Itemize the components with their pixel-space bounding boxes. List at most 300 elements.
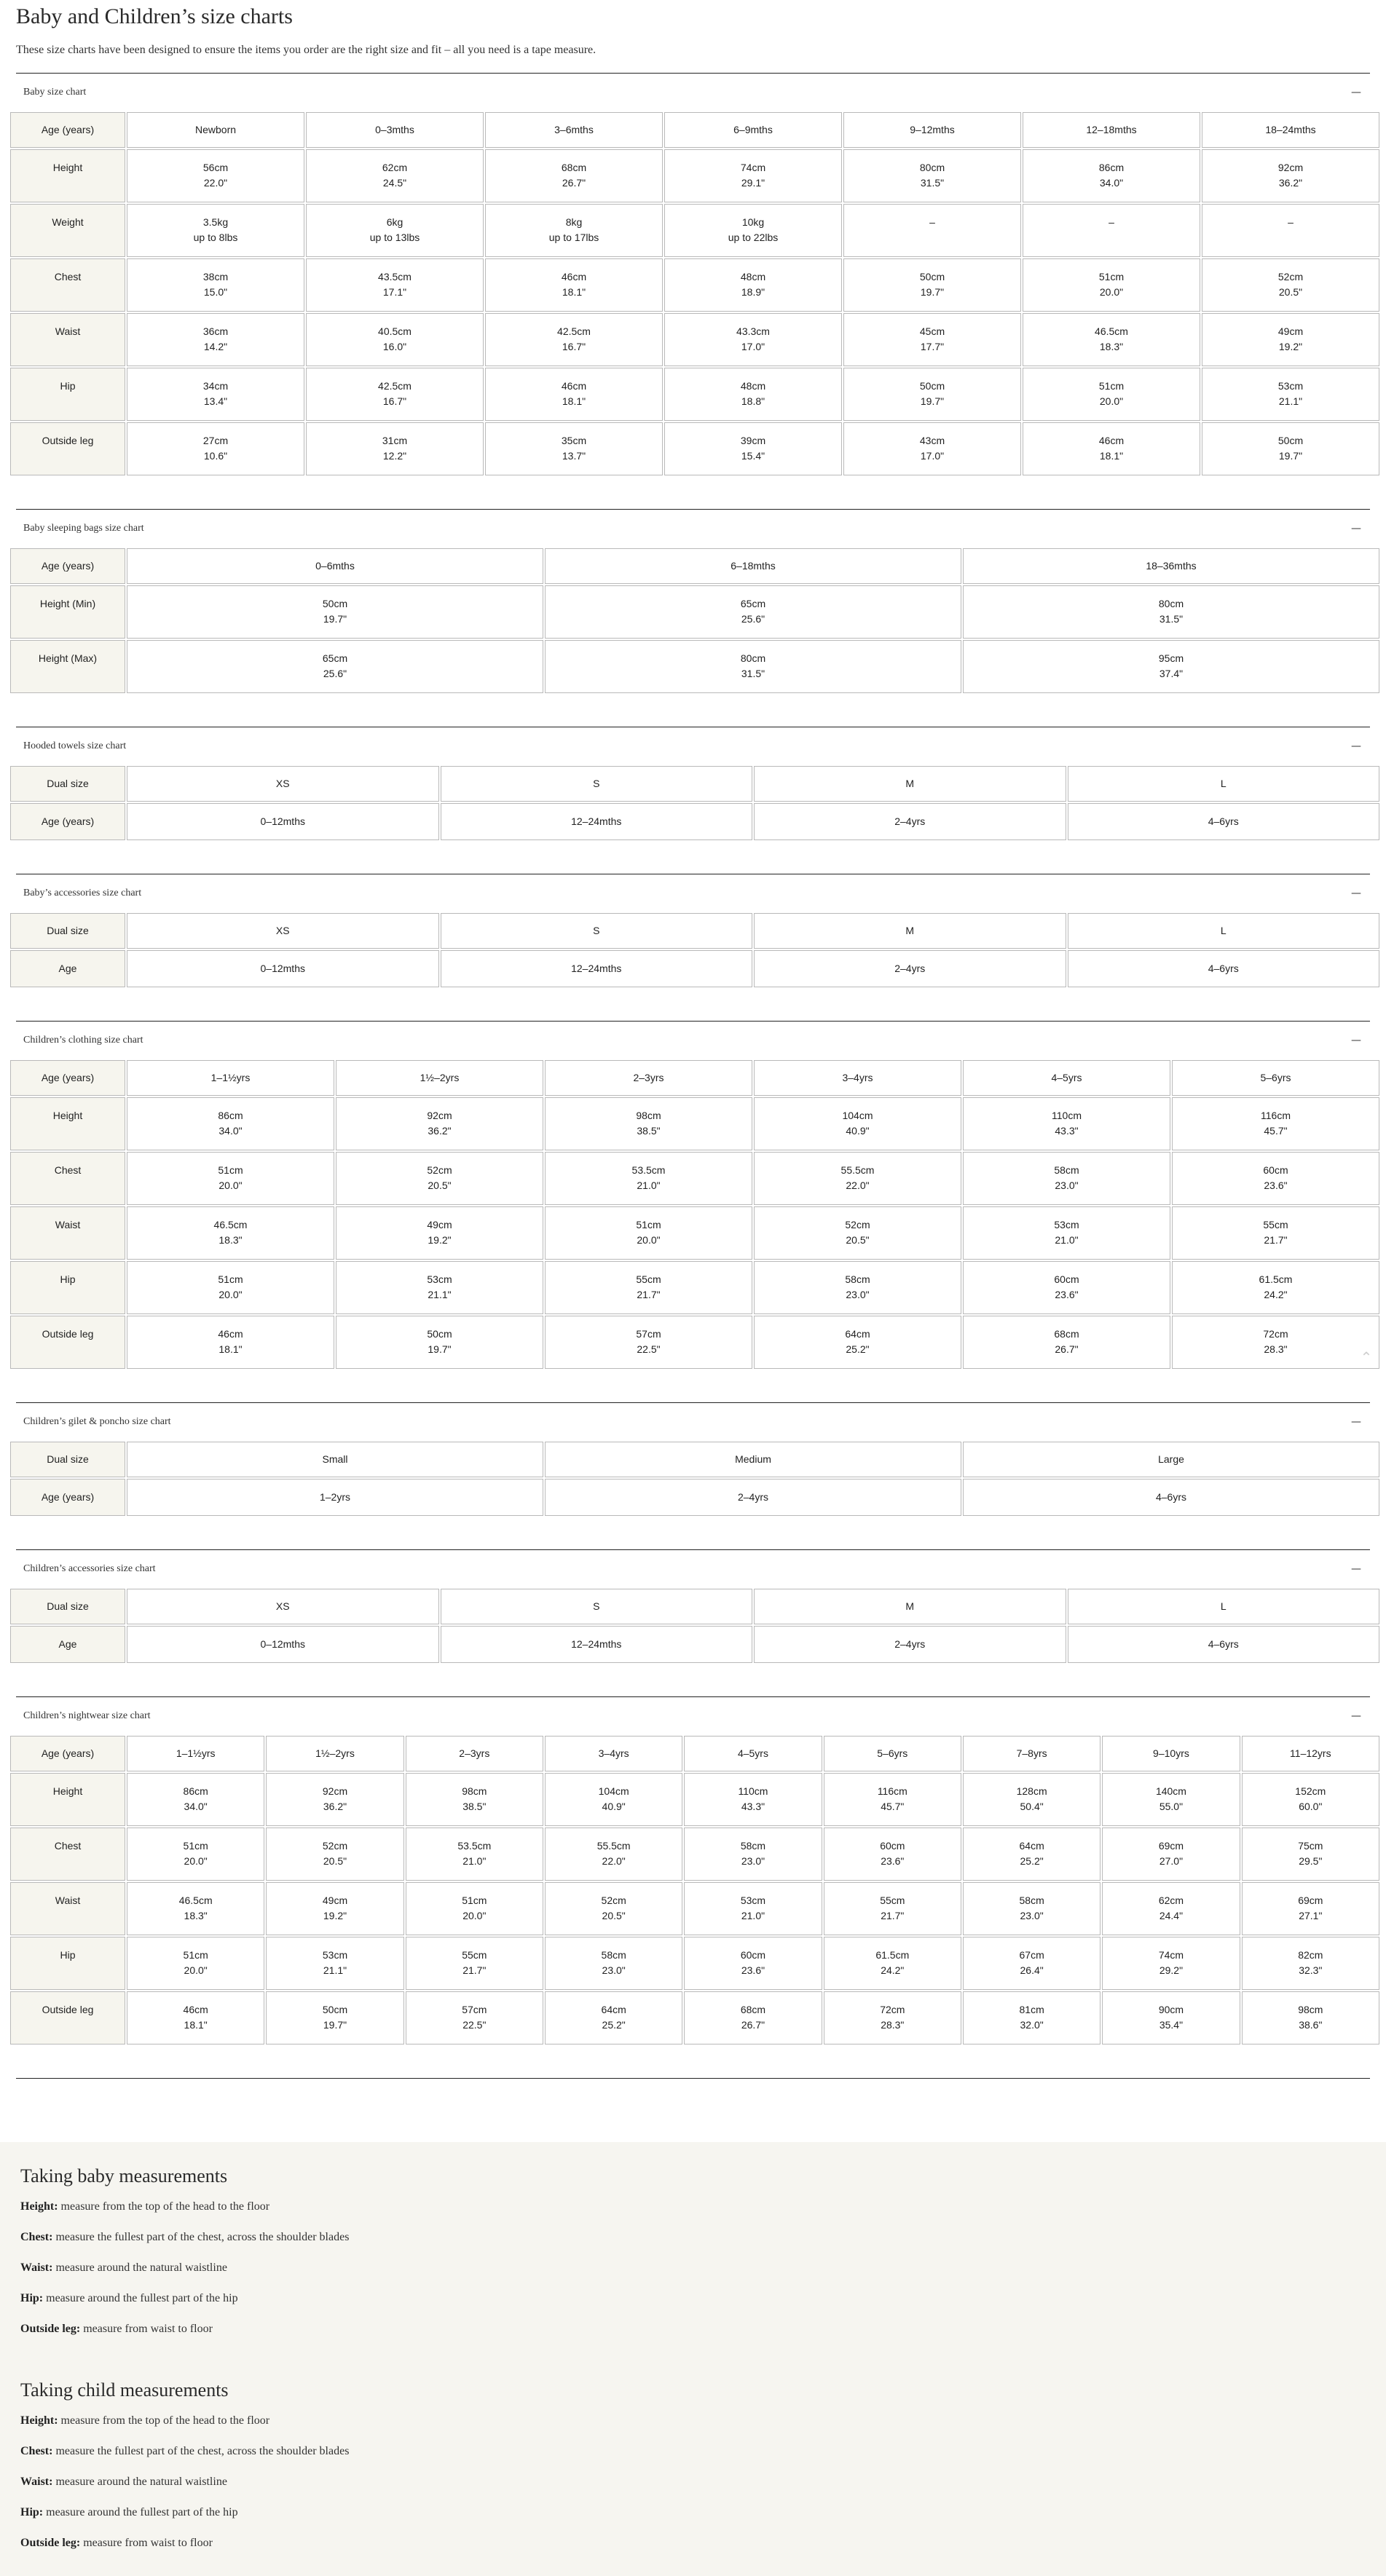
table-cell <box>754 1097 961 1150</box>
cell-value-metric: 53cm <box>322 1949 348 1961</box>
cell-value-metric: 110cm <box>738 1785 768 1797</box>
row-label: Dual size <box>10 1442 125 1477</box>
cell-value-metric: 51cm <box>636 1219 661 1230</box>
cell-value-metric: 92cm <box>322 1785 348 1797</box>
column-header: 2–3yrs <box>545 1060 752 1096</box>
table-cell <box>664 258 842 312</box>
row-label: Age (years) <box>10 803 125 840</box>
size-table <box>9 1059 1381 1370</box>
cell-value-metric: 52cm <box>845 1219 870 1230</box>
row-label: Age (years) <box>10 548 125 584</box>
cell-value-imperial: 20.0" <box>637 1234 661 1246</box>
cell-value-imperial: 24.4" <box>1159 1910 1184 1921</box>
cell-value-metric: 81cm <box>1019 2004 1044 2015</box>
table-cell <box>545 1773 682 1826</box>
section-header-nightwear[interactable] <box>16 1696 1370 1734</box>
table-cell: 0–12mths <box>127 1626 439 1663</box>
table-cell <box>1023 422 1200 475</box>
cell-value-metric: 90cm <box>1158 2004 1184 2015</box>
cell-value-metric: 55.5cm <box>596 1840 631 1852</box>
cell-value-metric: 55.5cm <box>840 1164 875 1176</box>
column-header: 0–3mths <box>306 112 484 148</box>
cell-value-metric: 52cm <box>601 1895 626 1906</box>
cell-value-imperial: 35.4" <box>1159 2019 1184 2031</box>
row-label: Dual size <box>10 913 125 949</box>
cell-value-imperial: 19.7" <box>920 286 945 298</box>
section-title: Baby sleeping bags size chart <box>23 522 144 534</box>
cell-value-imperial: 17.1" <box>382 286 407 298</box>
cell-value-metric: 45cm <box>919 325 945 337</box>
measurement-guide <box>0 2142 1386 2576</box>
cell-value-imperial: 21.7" <box>1264 1234 1288 1246</box>
table-header-row <box>10 1060 1379 1096</box>
cell-value-imperial: 19.7" <box>323 613 347 625</box>
section-hooded-towels <box>16 727 1370 874</box>
cell-value-metric: 74cm <box>1158 1949 1184 1961</box>
measurement-description: measure from the top of the head to the floor <box>58 2414 270 2427</box>
table-cell <box>127 204 304 257</box>
cell-value-imperial: 22.0" <box>846 1180 870 1191</box>
table-cell <box>127 149 304 202</box>
table-cell <box>1102 1882 1240 1935</box>
cell-value-metric: 86cm <box>183 1785 208 1797</box>
cell-value-imperial: 21.1" <box>1278 395 1303 407</box>
intro-text: These size charts have been designed to ensure the items you order are the right size and fit – all you need is a tape measure. <box>16 44 596 56</box>
table-cell <box>963 1773 1100 1826</box>
row-label: Waist <box>10 1882 125 1935</box>
measurement-item <box>20 2497 1366 2528</box>
cell-value-imperial: 38.6" <box>1299 2019 1323 2031</box>
collapse-icon[interactable]: — <box>1351 86 1361 98</box>
table-cell <box>127 258 304 312</box>
chevron-up-icon[interactable]: ⌃ <box>1360 1348 1373 1366</box>
cell-value-metric: 67cm <box>1019 1949 1044 1961</box>
cell-value-imperial: 22.5" <box>462 2019 487 2031</box>
cell-value-imperial: 38.5" <box>637 1125 661 1137</box>
table-cell <box>545 1097 752 1150</box>
table-cell <box>963 640 1379 693</box>
cell-value-metric: 40.5cm <box>378 325 412 337</box>
page-title: Baby and Children’s size charts <box>16 4 293 28</box>
measurement-term: Height: <box>20 2200 58 2213</box>
measurement-term: Hip: <box>20 2292 44 2304</box>
table-cell <box>545 1261 752 1314</box>
cell-value-imperial: 34.0" <box>218 1125 243 1137</box>
column-header: L <box>1068 766 1380 802</box>
table-row <box>10 1991 1379 2044</box>
cell-value-metric: 53cm <box>1054 1219 1079 1230</box>
table-row <box>10 1479 1379 1516</box>
cell-value-metric: 57cm <box>462 2004 487 2015</box>
cell-value-imperial: 31.5" <box>741 668 765 679</box>
measurement-item <box>20 2283 1366 2314</box>
table-cell <box>963 1991 1100 2044</box>
row-label: Waist <box>10 313 125 366</box>
section-header-baby-accessories[interactable] <box>16 874 1370 912</box>
cell-value-imperial: 45.7" <box>1264 1125 1288 1137</box>
cell-value-metric: 68cm <box>561 162 587 173</box>
table-cell: 12–24mths <box>441 1626 753 1663</box>
column-header: S <box>441 766 753 802</box>
table-cell <box>266 1882 403 1935</box>
section-header-sleeping-bags[interactable] <box>16 509 1370 547</box>
table-cell: 2–4yrs <box>545 1479 961 1516</box>
table-header-row <box>10 112 1379 148</box>
cell-value-imperial: up to 13lbs <box>369 232 420 243</box>
collapse-icon[interactable]: — <box>1351 1710 1361 1722</box>
cell-value-metric: 116cm <box>877 1785 907 1797</box>
cell-value-imperial: 24.5" <box>382 177 407 189</box>
cell-value-imperial: 21.0" <box>637 1180 661 1191</box>
table-cell <box>1202 149 1379 202</box>
table-cell <box>684 1773 822 1826</box>
cell-value-imperial: 55.0" <box>1159 1801 1184 1812</box>
table-cell <box>1102 1991 1240 2044</box>
column-header: L <box>1068 913 1380 949</box>
cell-value-imperial: 18.1" <box>184 2019 208 2031</box>
cell-value-metric: 68cm <box>740 2004 766 2015</box>
table-cell <box>963 1097 1170 1150</box>
table-cell <box>824 1937 961 1990</box>
column-header: Newborn <box>127 112 304 148</box>
cell-value-imperial: 36.2" <box>323 1801 347 1812</box>
cell-value-metric: 51cm <box>183 1949 208 1961</box>
table-cell: 4–6yrs <box>1068 1626 1380 1663</box>
table-row <box>10 1937 1379 1990</box>
table-cell <box>1242 1773 1379 1826</box>
section-sleeping-bags <box>16 509 1370 727</box>
row-label: Outside leg <box>10 1991 125 2044</box>
table-cell <box>1172 1206 1379 1260</box>
row-label: Weight <box>10 204 125 257</box>
column-header: 1–1½yrs <box>127 1736 264 1771</box>
cell-value-metric: 46cm <box>218 1328 243 1340</box>
collapse-icon[interactable]: — <box>1351 1562 1361 1575</box>
section-header-baby-size[interactable] <box>16 73 1370 111</box>
column-header: 12–18mths <box>1023 112 1200 148</box>
table-cell <box>1202 204 1379 257</box>
table-cell <box>306 204 484 257</box>
cell-value-imperial: 20.5" <box>846 1234 870 1246</box>
measurement-description: measure from waist to floor <box>80 2323 213 2335</box>
section-header-hooded-towels[interactable] <box>16 727 1370 764</box>
section-nightwear <box>16 1696 1370 2046</box>
size-table <box>9 547 1381 695</box>
cell-value-metric: 60cm <box>1054 1273 1079 1285</box>
cell-value-metric: 43.3cm <box>736 325 770 337</box>
table-cell <box>127 585 543 639</box>
column-header: 6–18mths <box>545 548 961 584</box>
table-cell: 2–4yrs <box>754 950 1066 987</box>
section-header-children-accessories[interactable] <box>16 1549 1370 1587</box>
row-label: Waist <box>10 1206 125 1260</box>
cell-value-imperial: 23.0" <box>741 1855 765 1867</box>
collapse-icon[interactable]: — <box>1351 1034 1361 1046</box>
table-cell <box>306 149 484 202</box>
measurement-item <box>20 2406 1366 2436</box>
cell-value-imperial: 29.5" <box>1299 1855 1323 1867</box>
row-label: Chest <box>10 258 125 312</box>
cell-value-imperial: 31.5" <box>1159 613 1184 625</box>
column-header: L <box>1068 1589 1380 1624</box>
cell-value-metric: 50cm <box>1277 435 1304 446</box>
cell-value-metric: 64cm <box>1019 1840 1044 1852</box>
column-header: Large <box>963 1442 1379 1477</box>
column-header: 1–1½yrs <box>127 1060 334 1096</box>
section-title: Baby size chart <box>23 86 87 98</box>
table-cell <box>266 1937 403 1990</box>
cell-value-metric: 53.5cm <box>631 1164 666 1176</box>
section-baby-size <box>16 73 1370 509</box>
section-header-children-clothing[interactable] <box>16 1021 1370 1059</box>
table-cell <box>545 1206 752 1260</box>
cell-value-imperial: 29.2" <box>1159 1964 1184 1976</box>
size-chart-sections <box>16 73 1370 2046</box>
cell-value-metric: – <box>1109 216 1114 228</box>
collapse-icon[interactable]: — <box>1351 887 1361 899</box>
table-cell <box>963 585 1379 639</box>
cell-value-imperial: 25.6" <box>323 668 347 679</box>
spacer <box>16 695 1370 727</box>
column-header: Medium <box>545 1442 961 1477</box>
table-cell <box>336 1152 543 1205</box>
cell-value-metric: 48cm <box>740 271 766 283</box>
measurement-term: Waist: <box>20 2261 53 2274</box>
cell-value-imperial: 20.0" <box>462 1910 487 1921</box>
column-header: 18–24mths <box>1202 112 1379 148</box>
cell-value-metric: 51cm <box>218 1273 243 1285</box>
table-row <box>10 368 1379 421</box>
cell-value-imperial: 23.6" <box>881 1855 905 1867</box>
table-cell <box>127 1316 334 1369</box>
cell-value-metric: 58cm <box>1054 1164 1079 1176</box>
row-label: Outside leg <box>10 1316 125 1369</box>
row-label: Outside leg <box>10 422 125 475</box>
table-cell <box>664 149 842 202</box>
cell-value-metric: 52cm <box>1277 271 1304 283</box>
section-header-gilet-poncho[interactable] <box>16 1402 1370 1440</box>
cell-value-metric: 58cm <box>740 1840 766 1852</box>
cell-value-imperial: 21.7" <box>881 1910 905 1921</box>
row-label: Age (years) <box>10 1479 125 1516</box>
cell-value-imperial: 29.1" <box>741 177 765 189</box>
cell-value-imperial: 21.7" <box>637 1289 661 1300</box>
cell-value-metric: 52cm <box>322 1840 348 1852</box>
size-table <box>9 1587 1381 1664</box>
row-label: Age <box>10 1626 125 1663</box>
table-cell <box>266 1991 403 2044</box>
cell-value-imperial: 23.0" <box>602 1964 626 1976</box>
cell-value-imperial: 19.7" <box>920 395 945 407</box>
section-title: Children’s clothing size chart <box>23 1034 143 1046</box>
table-row <box>10 1206 1379 1260</box>
cell-value-imperial: up to 17lbs <box>548 232 599 243</box>
table-cell <box>1023 368 1200 421</box>
cell-value-imperial: 17.0" <box>741 341 765 352</box>
column-header: 6–9mths <box>664 112 842 148</box>
cell-value-metric: 69cm <box>1298 1895 1323 1906</box>
table-cell <box>754 1261 961 1314</box>
cell-value-imperial: 36.2" <box>1278 177 1303 189</box>
cell-value-metric: 49cm <box>322 1895 348 1906</box>
column-header: 4–5yrs <box>684 1736 822 1771</box>
cell-value-imperial: 14.2" <box>203 341 228 352</box>
cell-value-metric: 51cm <box>462 1895 487 1906</box>
table-cell <box>1202 422 1379 475</box>
cell-value-imperial: 13.4" <box>203 395 228 407</box>
cell-value-imperial: 16.7" <box>562 341 586 352</box>
cell-value-imperial: 25.6" <box>741 613 765 625</box>
cell-value-metric: 53cm <box>740 1895 766 1906</box>
cell-value-metric: 51cm <box>218 1164 243 1176</box>
column-header: 11–12yrs <box>1242 1736 1379 1771</box>
cell-value-metric: 60cm <box>880 1840 905 1852</box>
cell-value-imperial: 20.5" <box>602 1910 626 1921</box>
cell-value-imperial: 43.3" <box>1055 1125 1079 1137</box>
table-cell <box>754 1206 961 1260</box>
table-cell <box>754 1316 961 1369</box>
table-cell <box>1242 1937 1379 1990</box>
cell-value-imperial: 20.5" <box>323 1855 347 1867</box>
size-table <box>9 1440 1381 1517</box>
table-cell: 1–2yrs <box>127 1479 543 1516</box>
cell-value-imperial: 24.2" <box>881 1964 905 1976</box>
table-cell <box>127 640 543 693</box>
row-label: Hip <box>10 1937 125 1990</box>
section-children-clothing <box>16 1021 1370 1402</box>
collapse-icon[interactable]: — <box>1351 522 1361 534</box>
table-row <box>10 204 1379 257</box>
table-row <box>10 1882 1379 1935</box>
baby-measurements-heading: Taking baby measurements <box>20 2165 228 2186</box>
cell-value-imperial: 60.0" <box>1299 1801 1323 1812</box>
table-cell <box>664 204 842 257</box>
cell-value-imperial: 26.7" <box>741 2019 765 2031</box>
cell-value-imperial: 25.2" <box>1020 1855 1044 1867</box>
table-cell <box>127 1206 334 1260</box>
measurement-description: measure around the natural waistline <box>52 2261 227 2274</box>
table-cell <box>545 1937 682 1990</box>
cell-value-metric: 95cm <box>1158 652 1184 664</box>
table-cell <box>843 258 1021 312</box>
cell-value-metric: 80cm <box>919 162 945 173</box>
table-cell <box>1242 1828 1379 1881</box>
cell-value-metric: 98cm <box>636 1110 661 1121</box>
cell-value-imperial: 20.0" <box>1099 395 1124 407</box>
table-cell <box>545 1828 682 1881</box>
cell-value-metric: 10kg <box>741 216 765 228</box>
cell-value-imperial: 27.1" <box>1299 1910 1323 1921</box>
table-row <box>10 803 1379 840</box>
cell-value-metric: 116cm <box>1261 1110 1291 1121</box>
measurement-item <box>20 2436 1366 2467</box>
table-cell <box>127 1152 334 1205</box>
table-cell <box>485 422 663 475</box>
table-cell <box>963 1937 1100 1990</box>
cell-value-metric: 55cm <box>1263 1219 1288 1230</box>
cell-value-imperial: 23.6" <box>1264 1180 1288 1191</box>
column-header: 0–6mths <box>127 548 543 584</box>
table-cell <box>306 422 484 475</box>
table-cell <box>754 1152 961 1205</box>
measurement-item <box>20 2528 1366 2559</box>
cell-value-imperial: 26.4" <box>1020 1964 1044 1976</box>
cell-value-metric: 62cm <box>1158 1895 1184 1906</box>
measurement-description: measure from the top of the head to the floor <box>58 2200 270 2213</box>
column-header: S <box>441 1589 753 1624</box>
table-cell <box>1102 1773 1240 1826</box>
table-cell <box>545 585 961 639</box>
table-cell <box>664 422 842 475</box>
cell-value-metric: 75cm <box>1298 1840 1323 1852</box>
table-row <box>10 640 1379 693</box>
cell-value-metric: 52cm <box>427 1164 452 1176</box>
cell-value-metric: 80cm <box>740 652 766 664</box>
cell-value-metric: 65cm <box>740 598 766 609</box>
cell-value-imperial: 40.9" <box>846 1125 870 1137</box>
table-cell <box>963 1206 1170 1260</box>
cell-value-imperial: 23.0" <box>846 1289 870 1300</box>
measurement-item <box>20 2314 1366 2344</box>
table-cell <box>1242 1991 1379 2044</box>
cell-value-imperial: 18.1" <box>562 395 586 407</box>
cell-value-imperial: 21.1" <box>428 1289 452 1300</box>
table-cell <box>1023 149 1200 202</box>
table-cell: 12–24mths <box>441 803 753 840</box>
table-header-row <box>10 1736 1379 1771</box>
section-children-accessories <box>16 1549 1370 1696</box>
collapse-icon[interactable]: — <box>1351 1415 1361 1428</box>
cell-value-metric: 60cm <box>1263 1164 1288 1176</box>
cell-value-metric: 50cm <box>919 380 945 392</box>
cell-value-imperial: 50.4" <box>1020 1801 1044 1812</box>
collapse-icon[interactable]: — <box>1351 740 1361 752</box>
table-cell <box>306 368 484 421</box>
cell-value-metric: 50cm <box>427 1328 452 1340</box>
cell-value-imperial: up to 22lbs <box>728 232 779 243</box>
row-label: Age (years) <box>10 112 125 148</box>
cell-value-metric: 62cm <box>382 162 408 173</box>
cell-value-imperial: 20.0" <box>1099 286 1124 298</box>
table-cell <box>406 1937 543 1990</box>
table-cell: 12–24mths <box>441 950 753 987</box>
cell-value-metric: 35cm <box>561 435 587 446</box>
table-cell <box>406 1882 543 1935</box>
table-row <box>10 585 1379 639</box>
cell-value-imperial: 32.0" <box>1020 2019 1044 2031</box>
spacer <box>16 842 1370 874</box>
size-table <box>9 1734 1381 2046</box>
cell-value-imperial: 17.7" <box>920 341 945 352</box>
cell-value-imperial: 21.0" <box>1055 1234 1079 1246</box>
cell-value-imperial: 23.6" <box>741 1964 765 1976</box>
table-cell <box>1172 1152 1379 1205</box>
table-cell <box>545 1882 682 1935</box>
section-baby-accessories <box>16 874 1370 1021</box>
cell-value-metric: 42.5cm <box>557 325 591 337</box>
cell-value-metric: 6kg <box>386 216 403 228</box>
table-cell <box>1242 1882 1379 1935</box>
table-cell <box>824 1991 961 2044</box>
cell-value-imperial: 16.0" <box>382 341 407 352</box>
cell-value-metric: 68cm <box>1054 1328 1079 1340</box>
cell-value-imperial: 16.7" <box>382 395 407 407</box>
column-header: 3–4yrs <box>545 1736 682 1771</box>
table-cell <box>1172 1316 1379 1369</box>
cell-value-imperial: 22.5" <box>637 1343 661 1355</box>
cell-value-imperial: 34.0" <box>184 1801 208 1812</box>
table-cell <box>843 422 1021 475</box>
